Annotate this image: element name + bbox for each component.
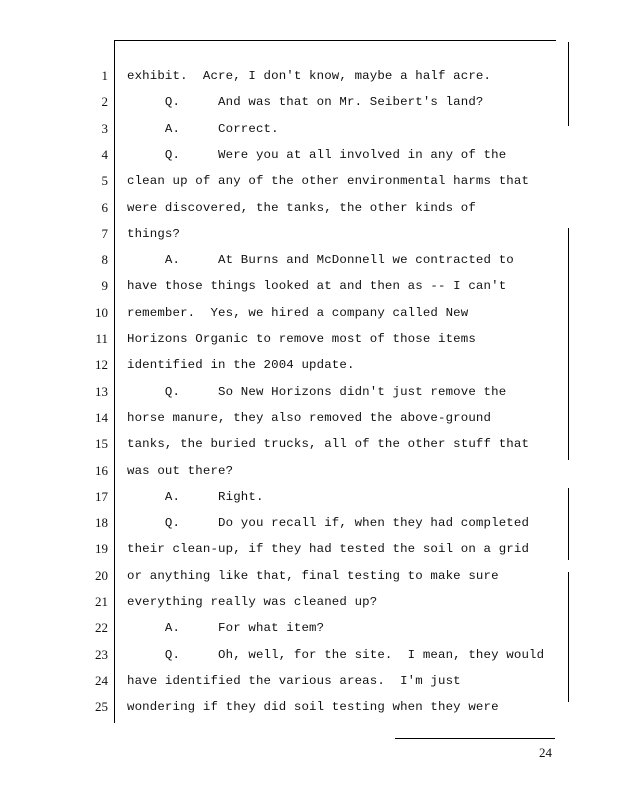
top-rule — [114, 40, 556, 41]
transcript-line: tanks, the buried trucks, all of the other stuff that — [127, 437, 530, 451]
line-number: 19 — [95, 541, 108, 556]
transcript-line: A. For what item? — [127, 621, 325, 635]
transcript-line: A. At Burns and McDonnell we contracted to — [127, 253, 514, 267]
line-number: 18 — [95, 515, 108, 530]
line-number: 25 — [95, 699, 108, 714]
transcript-line: have identified the various areas. I'm just — [127, 674, 461, 688]
transcript-line: was out there? — [127, 464, 234, 478]
transcript-line: their clean-up, if they had tested the soil on a grid — [127, 542, 530, 556]
transcript-line: Q. Do you recall if, when they had completed — [127, 516, 530, 530]
transcript-line: have those things looked at and then as -- I can't — [127, 279, 507, 293]
line-number: 12 — [95, 357, 108, 372]
line-number: 21 — [95, 594, 108, 609]
change-bar — [568, 228, 569, 460]
transcript-line: A. Correct. — [127, 122, 279, 136]
line-number: 6 — [101, 200, 108, 215]
line-number: 5 — [101, 173, 108, 188]
transcript-line: were discovered, the tanks, the other kinds of — [127, 201, 476, 215]
transcript-line: Q. Were you at all involved in any of the — [127, 148, 507, 162]
change-bar — [568, 572, 569, 702]
line-number: 1 — [101, 68, 108, 83]
line-number: 11 — [95, 331, 108, 346]
transcript-line: Horizons Organic to remove most of those items — [127, 332, 476, 346]
left-margin-rule — [114, 40, 115, 723]
bottom-rule — [395, 738, 555, 739]
line-number: 10 — [95, 305, 108, 320]
transcript-line: Q. So New Horizons didn't just remove the — [127, 385, 507, 399]
line-number: 8 — [101, 252, 108, 267]
transcript-line: horse manure, they also removed the above-ground — [127, 411, 492, 425]
transcript-line: everything really was cleaned up? — [127, 595, 378, 609]
line-number: 2 — [101, 94, 108, 109]
line-number: 9 — [101, 278, 108, 293]
line-number: 3 — [101, 121, 108, 136]
line-number: 15 — [95, 436, 108, 451]
line-number: 4 — [101, 147, 108, 162]
change-bar — [568, 488, 569, 560]
transcript-line: Q. And was that on Mr. Seibert's land? — [127, 95, 484, 109]
line-number: 7 — [101, 226, 108, 241]
transcript-line: identified in the 2004 update. — [127, 358, 355, 372]
transcript-line: Q. Oh, well, for the site. I mean, they would — [127, 648, 545, 662]
line-number: 14 — [95, 410, 108, 425]
transcript-line: A. Right. — [127, 490, 264, 504]
page-number: 24 — [539, 745, 552, 760]
transcript-line: things? — [127, 227, 181, 241]
transcript-line: remember. Yes, we hired a company called New — [127, 306, 469, 320]
line-number: 20 — [95, 568, 108, 583]
line-number: 17 — [95, 489, 108, 504]
line-number: 13 — [95, 384, 108, 399]
transcript-line: exhibit. Acre, I don't know, maybe a half acre. — [127, 69, 492, 83]
transcript-line: clean up of any of the other environmental harms that — [127, 174, 530, 188]
transcript-line: wondering if they did soil testing when they were — [127, 700, 499, 714]
line-number: 22 — [95, 620, 108, 635]
line-number: 16 — [95, 463, 108, 478]
line-number: 23 — [95, 647, 108, 662]
transcript-line: or anything like that, final testing to make sure — [127, 569, 499, 583]
change-bar — [568, 42, 569, 126]
line-number: 24 — [95, 673, 108, 688]
